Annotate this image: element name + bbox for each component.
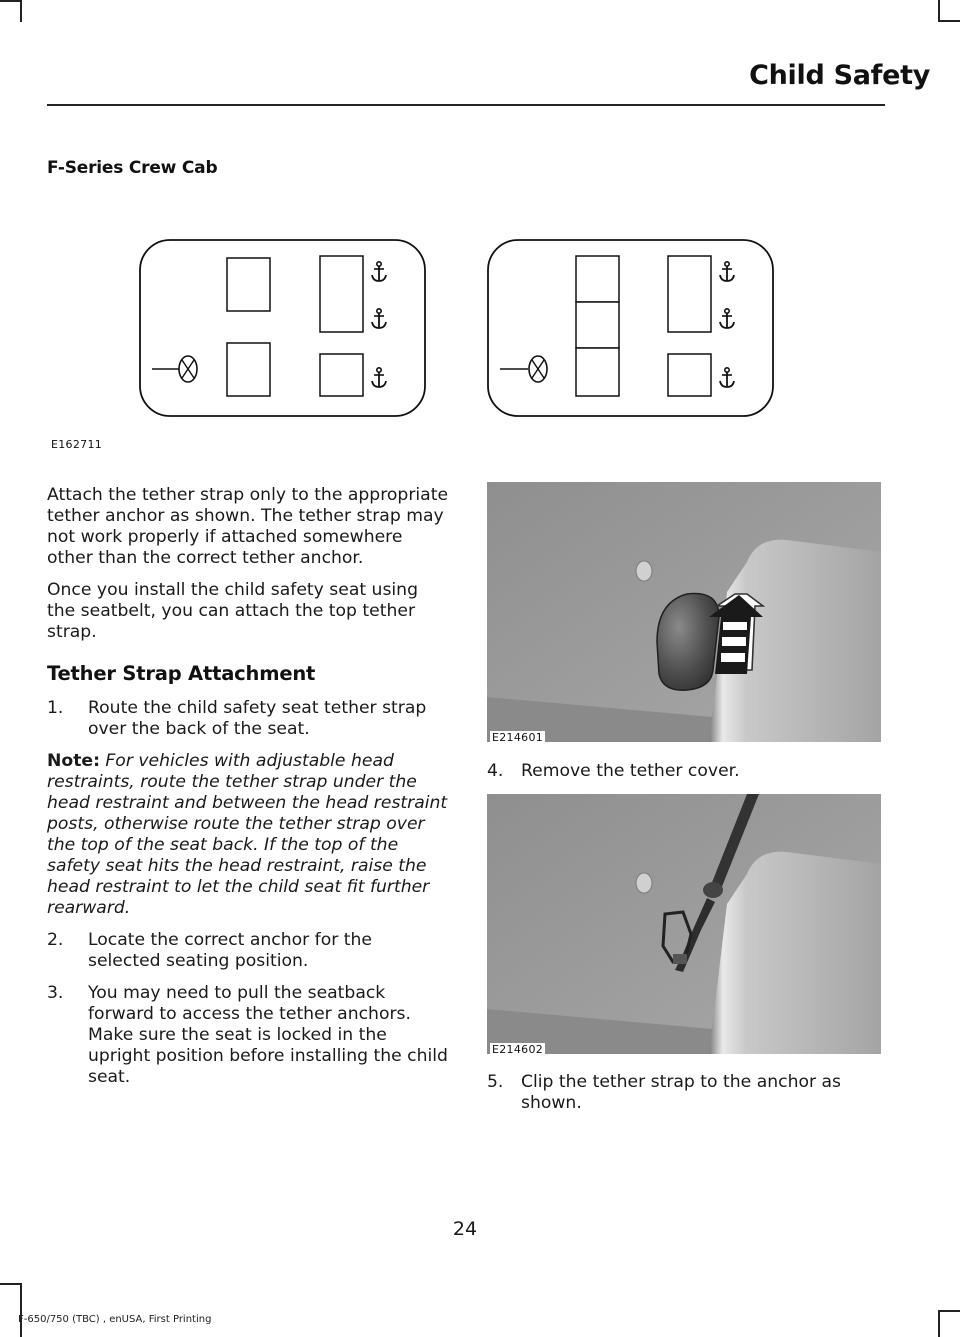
paragraph: Once you install the child safety seat using the seatbelt, you can attach the top tether strap. [47, 580, 418, 642]
seatbelt-buckle-icon [179, 356, 197, 382]
step-item [47, 930, 449, 972]
figure-code: E162711 [51, 438, 103, 451]
note [47, 751, 449, 919]
step-number: 2. [47, 930, 64, 950]
page-title: Child Safety [749, 60, 930, 91]
footer-text: F-650/750 (TBC) , enUSA, First Printing [18, 1314, 212, 1325]
crop-mark [20, 1283, 22, 1337]
tether-clip-photo [487, 794, 881, 1054]
step-text: Route the child safety seat tether strap over the back of the seat. [88, 698, 427, 739]
note-label: Note: [47, 751, 100, 771]
step-item [487, 761, 887, 782]
step-text: Remove the tether cover. [521, 761, 740, 781]
step-text: Locate the correct anchor for the selected seating position. [88, 930, 372, 971]
step-number: 1. [47, 698, 64, 718]
header-divider [47, 104, 885, 106]
step-number: 3. [47, 983, 64, 1003]
seatbelt-buckle-icon [529, 356, 547, 382]
step-item [487, 1072, 887, 1114]
diagram-right [488, 240, 773, 416]
seating-diagram [130, 230, 790, 430]
paragraph: Attach the tether strap only to the appropriate tether anchor as shown. The tether strap may not work properly if attached somewhere other than the correct tether anchor. [47, 485, 449, 568]
body-text [47, 485, 449, 1099]
crop-mark [938, 20, 960, 22]
subsection-heading: Tether Strap Attachment [47, 662, 316, 685]
crop-mark [938, 0, 940, 22]
diagram-left [140, 240, 425, 416]
note-text: For vehicles with adjustable head restraints, route the tether strap under the head restraint and between the head restraint posts, otherwise route the tether strap over the top of the seat back. If the top of the safety seat hits the head restraint, raise the head restraint to let the child seat fit further rearward. [47, 751, 448, 918]
step-text: You may need to pull the seatback forward to access the tether anchors. Make sure the seat is locked in the upright position before installing the child seat. [88, 983, 448, 1087]
step-number: 5. [487, 1072, 504, 1092]
figure-code: E214602 [492, 1043, 544, 1056]
step-item [47, 698, 449, 740]
step-text: Clip the tether strap to the anchor as shown. [521, 1072, 841, 1113]
step-item [47, 983, 449, 1088]
page-number: 24 [452, 1218, 478, 1240]
crop-mark [0, 0, 22, 2]
crop-mark [938, 1310, 940, 1337]
crop-mark [20, 0, 22, 22]
figure-code: E214601 [492, 731, 544, 744]
step-number: 4. [487, 761, 504, 781]
crop-mark [938, 1310, 960, 1312]
tether-cover-photo [487, 482, 881, 742]
crop-mark [0, 1283, 22, 1285]
section-title: F-Series Crew Cab [47, 158, 218, 178]
